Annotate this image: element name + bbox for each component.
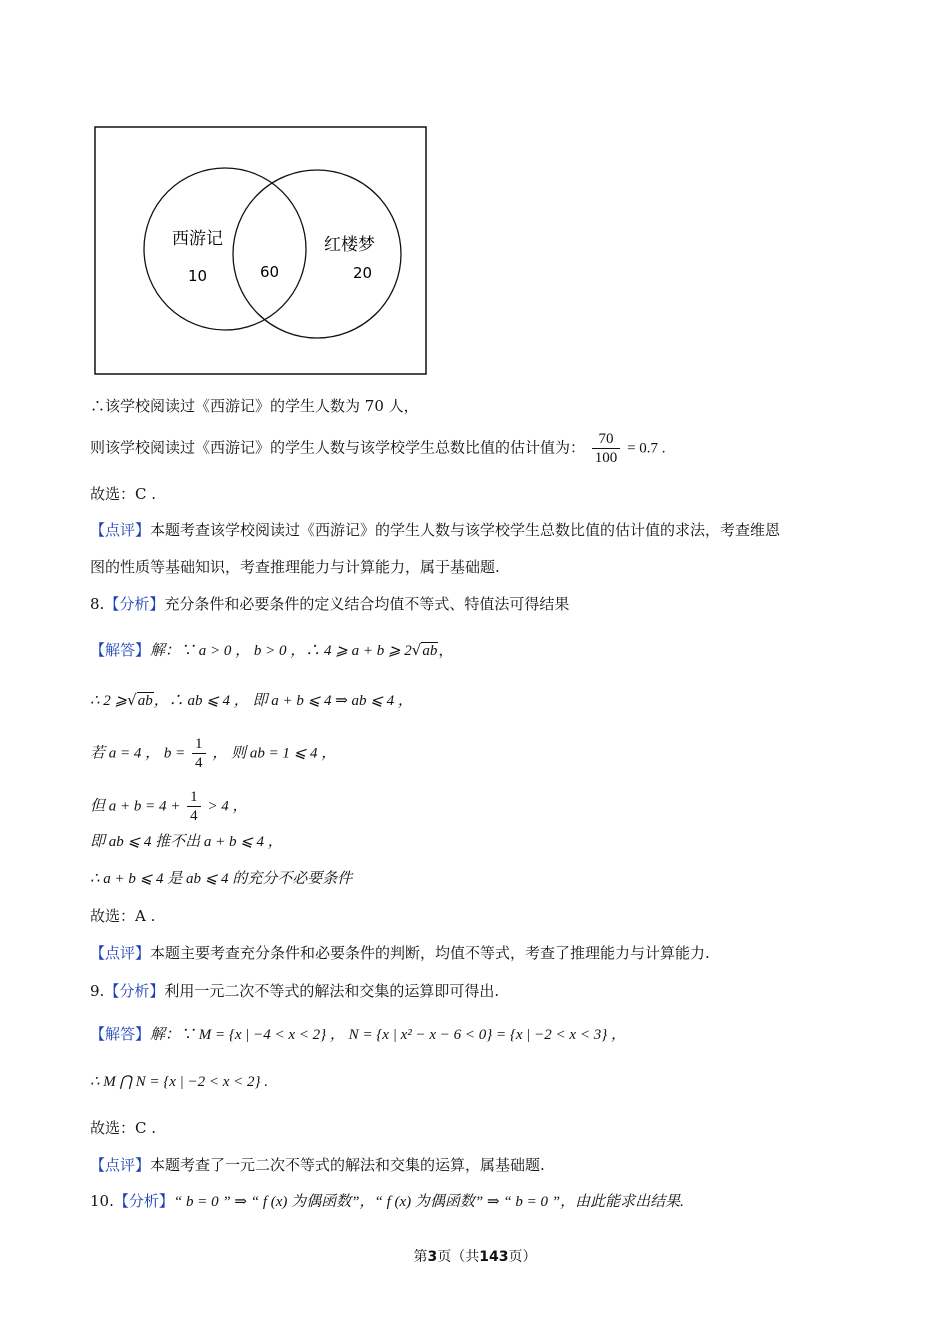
line-review-7-cont: 图的性质等基础知识，考查推理能力与计算能力，属于基础题. <box>90 558 500 576</box>
q8-step2-c: ，∴ ab ⩽ 4 ， 即 a + b ⩽ 4 ⇒ ab ⩽ 4 ， <box>153 693 413 709</box>
footer-total-pages: 143 <box>479 1249 509 1265</box>
q9-solution <box>90 1024 626 1045</box>
q9-number: 9. <box>90 982 105 1000</box>
footer-mid: 页（共 <box>437 1249 480 1265</box>
q8-step6: ∴ a + b ⩽ 4 是 ab ⩽ 4 的充分不必要条件 <box>90 871 353 887</box>
analysis-tag: 【分析】 <box>104 595 165 613</box>
footer-page-number: 3 <box>427 1249 438 1265</box>
solution-tag: 【解答】 <box>90 641 151 659</box>
line-conclusion-count: ∴该学校阅读过《西游记》的学生人数为 70 人， <box>90 397 419 415</box>
venn-left-circle <box>144 168 306 330</box>
q8-review-text: 本题主要考查充分条件和必要条件的判断，均值不等式，考查了推理能力与计算能力. <box>150 944 710 962</box>
q8-step4 <box>90 788 248 825</box>
venn-right-value: 20 <box>353 264 373 282</box>
q9-review <box>90 1155 545 1175</box>
q8-analysis-text: 充分条件和必要条件的定义结合均值不等式、特值法可得结果 <box>164 595 570 613</box>
page-footer <box>0 1246 950 1266</box>
analysis-tag: 【分析】 <box>104 982 165 1000</box>
q10-analysis <box>90 1191 684 1212</box>
ratio-fraction <box>592 430 621 467</box>
q8-step2-a: ∴ 2 ⩾ <box>90 693 128 709</box>
ratio-numerator: 70 <box>592 430 621 449</box>
q8-step3-num: 1 <box>192 735 206 754</box>
q10-number: 10. <box>90 1192 114 1210</box>
ratio-result: = 0.7 . <box>627 440 666 457</box>
q8-step3 <box>90 735 336 772</box>
footer-post: 页） <box>508 1249 537 1265</box>
line-ratio <box>90 430 666 467</box>
q8-step4-num: 1 <box>187 788 201 807</box>
q8-step4-a: 但 a + b = 4 + <box>90 798 181 815</box>
q9-analysis-text: 利用一元二次不等式的解法和交集的运算即可得出. <box>164 982 500 1000</box>
q8-step2-sqrt: ab <box>137 693 153 709</box>
venn-diagram <box>94 126 428 376</box>
q8-solution-end: ， <box>438 641 454 659</box>
review-tag: 【点评】 <box>90 521 151 539</box>
ratio-denominator: 100 <box>594 450 618 466</box>
q9-solution-text: 解：∵ M = {x | −4 < x < 2} ， N = {x | x² − x − 6 < 0} = {x | −2 < x < 3} ， <box>150 1027 626 1043</box>
venn-center-value: 60 <box>260 263 280 281</box>
venn-right-label: 红楼梦 <box>324 235 375 255</box>
q8-step3-den: 4 <box>195 755 203 771</box>
review-tag: 【点评】 <box>90 1156 151 1174</box>
q8-solution-text: 解：∵ a > 0 ， b > 0 ，∴ 4 ⩾ a + b ⩾ 2 <box>150 643 412 659</box>
analysis-tag: 【分析】 <box>113 1192 174 1210</box>
q8-solution: 【解答】解：∵ a > 0 ， b > 0 ，∴ 4 ⩾ a + b ⩾ 2√ab， <box>90 641 454 659</box>
q8-step4-b: > 4 ， <box>207 798 248 815</box>
q8-answer: 故选：A . <box>90 907 156 925</box>
q8-analysis <box>90 594 569 614</box>
q8-step3-b: ， 则 ab = 1 ⩽ 4 ， <box>212 745 337 762</box>
q8-step3-a: 若 a = 4 ， b = <box>90 745 186 762</box>
q8-review <box>90 943 710 963</box>
solution-tag: 【解答】 <box>90 1025 151 1043</box>
review-tag: 【点评】 <box>90 944 151 962</box>
venn-right-circle <box>233 170 401 338</box>
q8-step5: 即 ab ⩽ 4 推不出 a + b ⩽ 4 ， <box>90 834 283 850</box>
q8-step4-fraction <box>187 788 201 825</box>
line-answer-7: 故选：C . <box>90 485 157 503</box>
q8-number: 8. <box>90 595 105 613</box>
q8-step3-fraction <box>192 735 206 772</box>
q8-sqrt-ab: ab <box>422 643 438 659</box>
q8-step2: ∴ 2 ⩾√ab，∴ ab ⩽ 4 ， 即 a + b ⩽ 4 ⇒ ab ⩽ 4 ， <box>90 691 413 709</box>
venn-left-value: 10 <box>188 267 208 285</box>
q9-step2: ∴ M ⋂ N = {x | −2 < x < 2} . <box>90 1074 269 1090</box>
footer-pre: 第 <box>413 1249 428 1265</box>
line-review-7 <box>90 520 780 540</box>
q9-analysis <box>90 981 499 1001</box>
venn-left-label: 西游记 <box>172 229 223 249</box>
q8-step4-den: 4 <box>190 808 198 824</box>
ratio-text: 则该学校阅读过《西游记》的学生人数与该学校学生总数比值的估计值为： <box>90 438 586 457</box>
q9-review-text: 本题考查了一元二次不等式的解法和交集的运算，属基础题. <box>150 1156 545 1174</box>
q10-analysis-text: “ b = 0 ” ⇒ “ f (x) 为偶函数”，“ f (x) 为偶函数” ⇒ “ b = 0 ”，由此能求出结果. <box>173 1194 684 1210</box>
review-text: 本题考查该学校阅读过《西游记》的学生人数与该学校学生总数比值的估计值的求法，考查维恩 <box>150 521 781 539</box>
q9-answer: 故选：C . <box>90 1119 157 1137</box>
